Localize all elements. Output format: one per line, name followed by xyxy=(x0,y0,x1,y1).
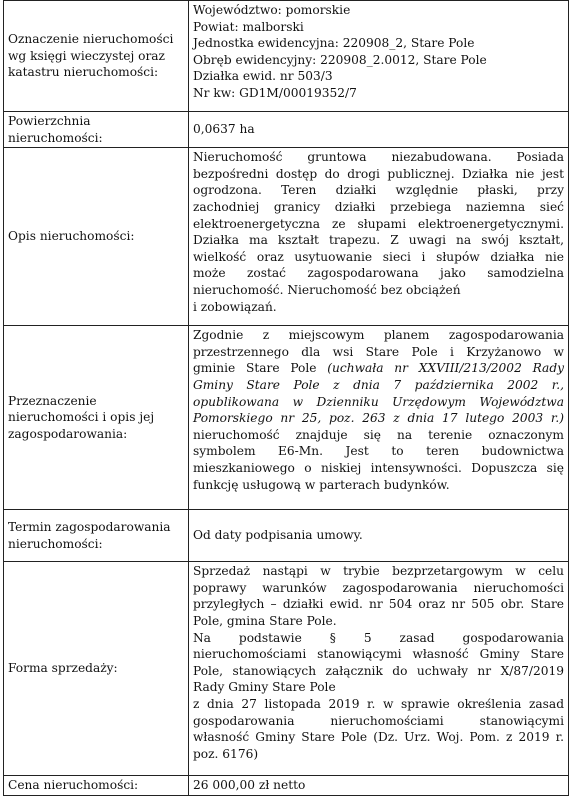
row-value xyxy=(189,326,569,510)
line: bezpośredni dostęp do drogi publicznej. Działka nie jest xyxy=(193,166,564,181)
line: mieszkaniowego o niskiej intensywności. Dopuszcza się xyxy=(193,460,564,475)
line-part-italic: (uchwała nr XXVIII/213/2002 Rady xyxy=(327,361,565,376)
table-row xyxy=(4,776,569,796)
line: Działka ma kształt trapezu. Z uwagi na swój kształt, xyxy=(193,233,564,248)
line: opublikowana w Dzienniku Urzędowym Województwa xyxy=(193,394,564,409)
row-value: 0,0637 ha xyxy=(189,112,569,148)
row-value: Od daty podpisania umowy. xyxy=(189,510,569,562)
line: poprawy warunków zagospodarowania nieruchomości xyxy=(193,580,564,595)
line: ogrodzona. Teren działki względnie płaski, przy xyxy=(193,183,564,198)
line: Jednostka ewidencyjna: 220908_2, Stare Pole xyxy=(193,36,475,51)
line: i zobowiązań. xyxy=(193,299,277,314)
line: Gminy Stare Pole z dnia 7 października 2002 r., xyxy=(193,377,564,392)
line: z dnia 27 listopada 2019 r. w sprawie określenia zasad xyxy=(193,696,564,711)
property-table xyxy=(3,0,569,796)
row-label: Cena nieruchomości: xyxy=(4,776,189,796)
table-row xyxy=(4,112,569,148)
line: Pomorskiego nr 25, poz. 263 z dnia 17 lutego 2003 r.) xyxy=(193,411,564,426)
row-label: Termin zagospodarowania nieruchomości: xyxy=(4,510,189,562)
table-row xyxy=(4,326,569,510)
line: Pole, stanowiących załącznik do uchwały nr X/87/2019 xyxy=(193,663,564,678)
line: Pole, gmina Stare Pole. xyxy=(193,613,337,628)
line: Powiat: malborski xyxy=(193,19,304,34)
line: elektroenergetyczna ze słupami elektroenergetycznymi. xyxy=(193,216,564,231)
line: przestrzennego dla wsi Stare Pole i Krzyżanowo w xyxy=(193,344,564,359)
line: nieruchomościami stanowiącymi własność Gminy Stare xyxy=(193,647,564,662)
line: poz. 6176) xyxy=(193,746,259,761)
row-label: Opis nieruchomości: xyxy=(4,148,189,326)
row-value: 26 000,00 zł netto xyxy=(189,776,569,796)
line: Obręb ewidencyjny: 220908_2.0012, Stare Pole xyxy=(193,52,487,67)
line: Województwo: pomorskie xyxy=(193,3,351,17)
table-row xyxy=(4,1,569,112)
line: przyległych – działki ewid. nr 504 oraz nr 505 obr. Stare xyxy=(193,597,564,612)
row-label: Powierzchnia nieruchomości: xyxy=(4,112,189,148)
row-label: Przeznaczenie nieruchomości i opis jej zagospodarowania: xyxy=(4,326,189,510)
table-row xyxy=(4,510,569,562)
line: wielkość oraz usytuowanie sieci i słupów działka nie xyxy=(193,249,564,264)
line: własność Gminy Stare Pole (Dz. Urz. Woj. Pom. z 2019 r. xyxy=(193,730,564,745)
line: Zgodnie z miejscowym planem zagospodarowania xyxy=(193,328,564,343)
table-row xyxy=(4,562,569,776)
line: gospodarowania nieruchomościami stanowiącymi xyxy=(193,713,564,728)
line: Nr kw: GD1M/00019352/7 xyxy=(193,85,357,100)
line: nieruchomość znajduje się na terenie oznaczonym xyxy=(193,427,564,442)
line xyxy=(193,360,564,377)
line: Na podstawie § 5 zasad gospodarowania xyxy=(193,630,564,645)
row-value xyxy=(189,562,569,776)
row-label: Forma sprzedaży: xyxy=(4,562,189,776)
row-label: Oznaczenie nieruchomości wg księgi wieczystej oraz katastru nieruchomości: xyxy=(4,1,189,112)
row-value xyxy=(189,148,569,326)
row-value xyxy=(189,1,569,112)
line: symbolem E6-Mn. Jest to teren budownictwa xyxy=(193,444,564,459)
line: może zostać zagospodarowana jako samodzielna xyxy=(193,266,564,281)
line: Rady Gminy Stare Pole xyxy=(193,680,336,695)
line: Nieruchomość gruntowa niezabudowana. Posiada xyxy=(193,150,564,165)
line: Sprzedaż nastąpi w trybie bezprzetargowym w celu xyxy=(193,564,564,579)
line: zachodniej granicy działki przebiega naziemna sieć xyxy=(193,199,564,214)
line-part: gminie Stare Pole xyxy=(193,361,317,376)
line: nieruchomość. Nieruchomość bez obciążeń xyxy=(193,282,461,297)
table-row xyxy=(4,148,569,326)
line: Działka ewid. nr 503/3 xyxy=(193,69,333,84)
line: funkcję usługową w parterach budynków. xyxy=(193,477,450,492)
